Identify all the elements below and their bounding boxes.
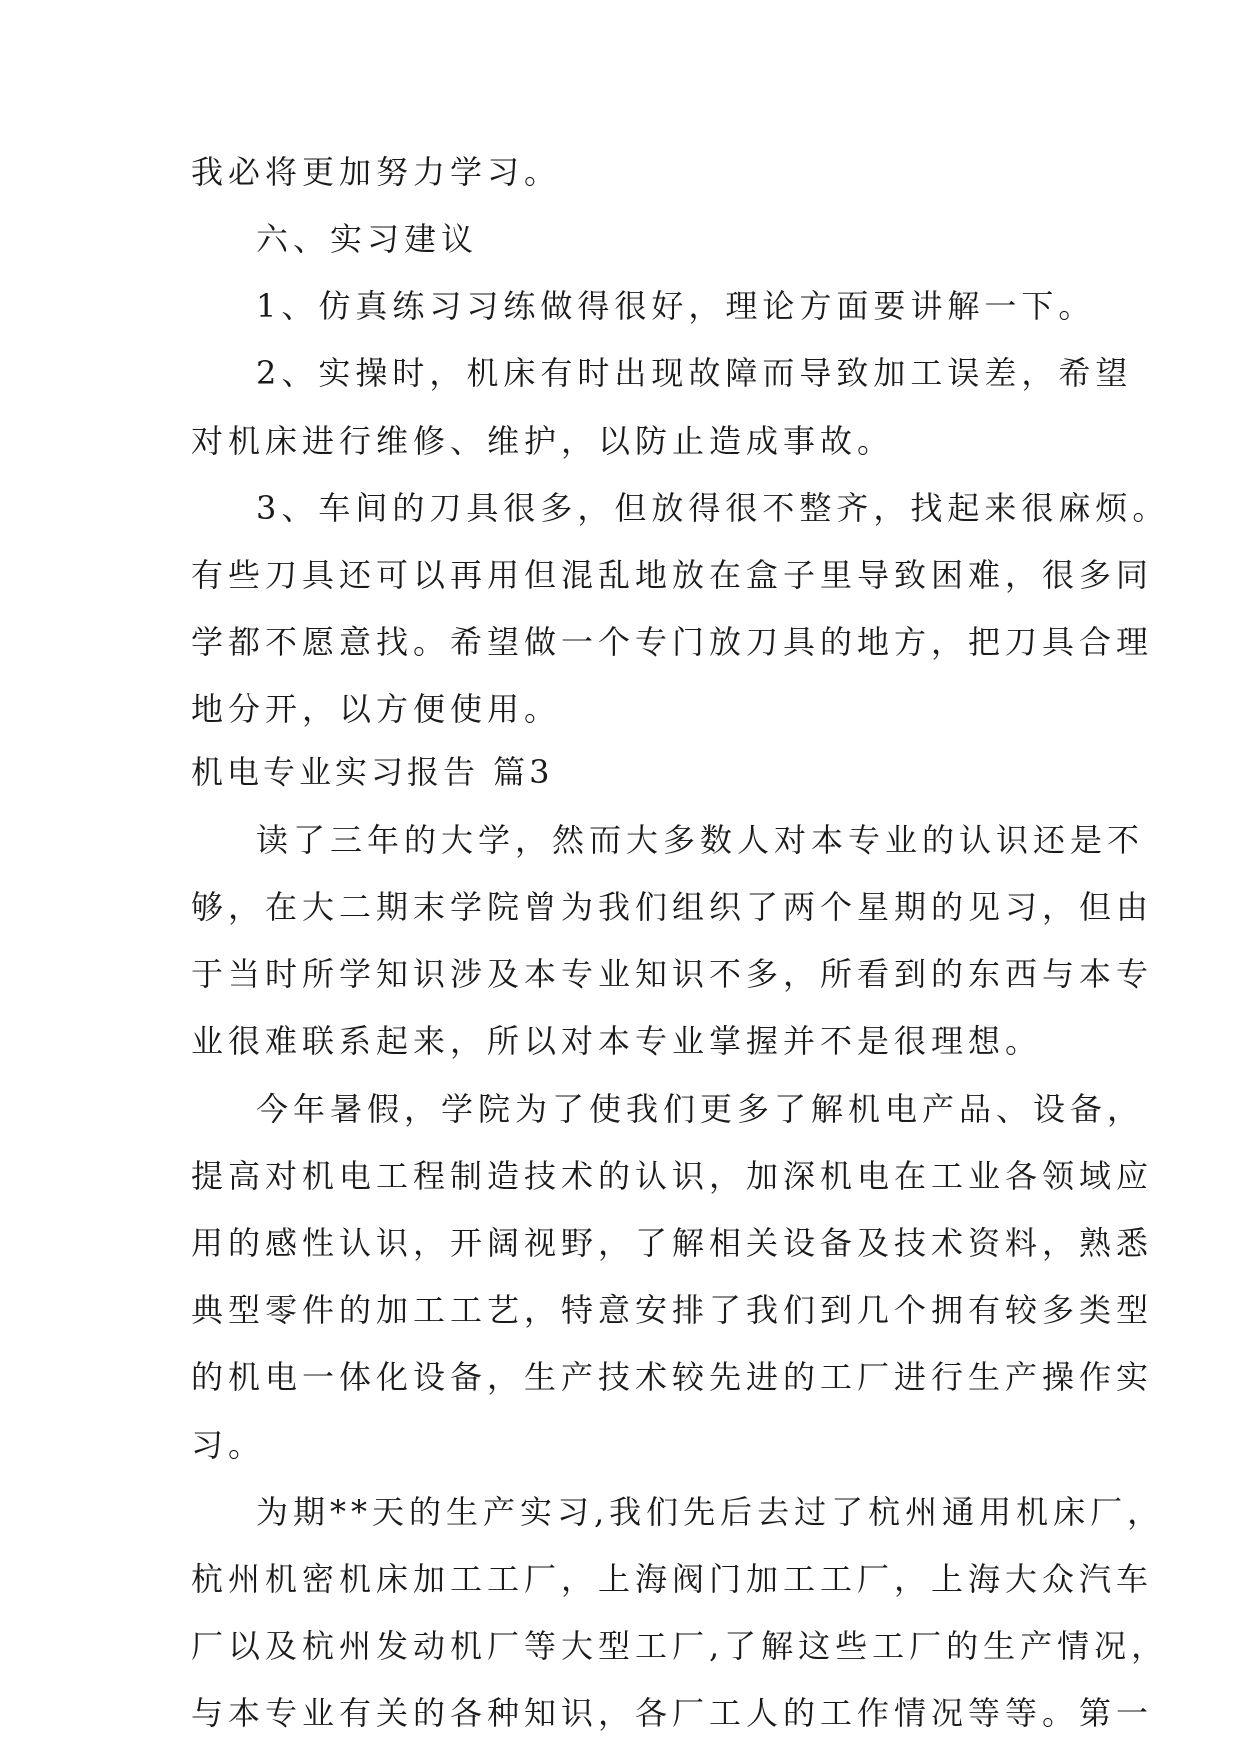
section-heading: 六、实习建议	[256, 220, 479, 258]
body-text-line: 提高对机电工程制造技术的认识，加深机电在工业各领域应	[191, 1157, 1154, 1195]
body-text-line: 用的感性认识，开阔视野，了解相关设备及技术资料，熟悉	[191, 1224, 1154, 1262]
body-text-line: 对机床进行维修、维护，以防止造成事故。	[191, 422, 895, 460]
body-text-line: 我必将更加努力学习。	[191, 153, 562, 191]
body-text-line: 厂以及杭州发动机厂等大型工厂,了解这些工厂的生产情况，	[191, 1627, 1169, 1665]
body-text-line: 业很难联系起来，所以对本专业掌握并不是很理想。	[191, 1022, 1043, 1060]
body-text-line: 的机电一体化设备，生产技术较先进的工厂进行生产操作实	[191, 1358, 1154, 1396]
body-text-line: 于当时所学知识涉及本专业知识不多，所看到的东西与本专	[191, 955, 1154, 993]
body-text-line: 典型零件的加工工艺，特意安排了我们到几个拥有较多类型	[191, 1291, 1154, 1329]
paragraph-start: 读了三年的大学，然而大多数人对本专业的认识还是不	[256, 821, 1145, 859]
article-title: 机电专业实习报告 篇3	[191, 753, 554, 791]
list-item: 3、车间的刀具很多，但放得很不整齐，找起来很麻烦。	[256, 489, 1170, 527]
body-text-line: 习。	[191, 1426, 266, 1464]
body-text-line: 够，在大二期末学院曾为我们组织了两个星期的见习，但由	[191, 888, 1154, 926]
paragraph-start: 为期**天的生产实习,我们先后去过了杭州通用机床厂，	[256, 1493, 1165, 1531]
body-text-line: 有些刀具还可以再用但混乱地放在盒子里导致困难，很多同	[191, 556, 1154, 594]
list-item: 1、仿真练习习练做得很好，理论方面要讲解一下。	[256, 287, 1096, 325]
body-text-line: 学都不愿意找。希望做一个专门放刀具的地方，把刀具合理	[191, 623, 1154, 661]
body-text-line: 杭州机密机床加工工厂，上海阀门加工工厂，上海大众汽车	[191, 1560, 1154, 1598]
body-text-line: 与本专业有关的各种知识，各厂工人的工作情况等等。第一	[191, 1694, 1154, 1732]
list-item: 2、实操时，机床有时出现故障而导致加工误差，希望	[256, 354, 1133, 392]
body-text-line: 地分开，以方便使用。	[191, 690, 562, 728]
paragraph-start: 今年暑假，学院为了使我们更多了解机电产品、设备，	[256, 1090, 1145, 1128]
